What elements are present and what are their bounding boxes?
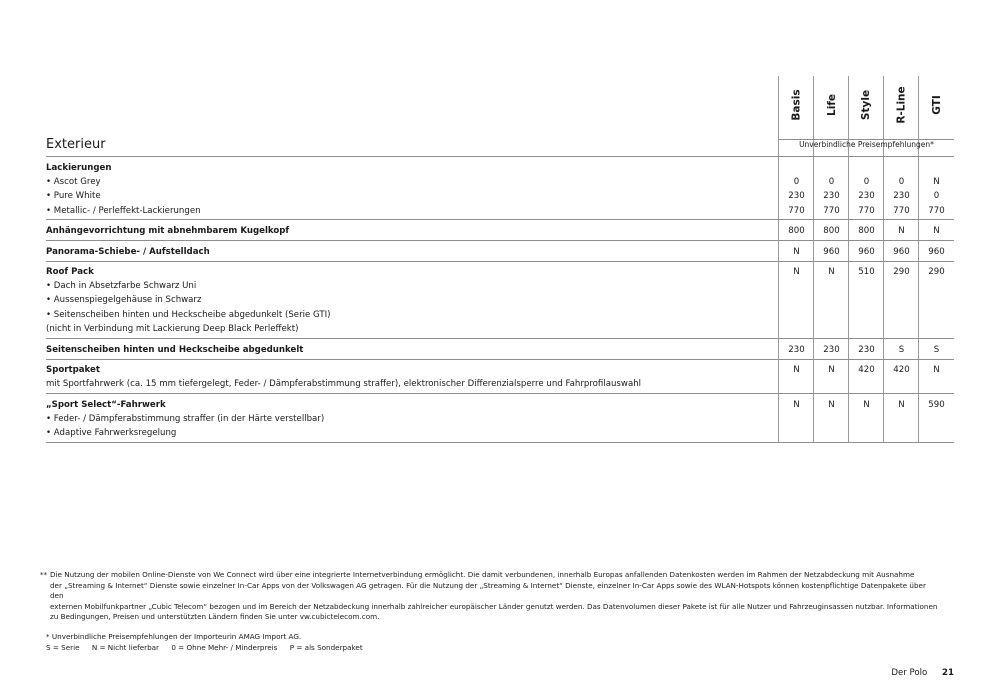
row-title: Panorama-Schiebe- / Aufstelldach: [46, 247, 210, 257]
value-cell: 510: [858, 267, 875, 277]
table-row-anhaengevorrichtung: [46, 224, 954, 238]
column-header-r-line: R-Line: [895, 86, 908, 124]
value-cell: 960: [823, 247, 840, 257]
table-row-sportpaket: [46, 363, 954, 391]
value-cell: 770: [788, 205, 805, 216]
value-cell: N: [793, 365, 800, 375]
row-line: • Dach in Absetzfarbe Schwarz Uni: [46, 281, 197, 292]
value-cell: 800: [858, 226, 875, 236]
value-cell: N: [933, 177, 940, 188]
section-title: Exterieur: [46, 137, 106, 152]
row-title: Anhängevorrichtung mit abnehmbarem Kugelkopf: [46, 226, 290, 236]
page-footer: [891, 668, 954, 678]
footer-title: Der Polo: [891, 668, 928, 678]
column-header-style: Style: [860, 89, 873, 121]
row-line: • Ascot Grey: [46, 177, 101, 188]
row-rule: [46, 393, 954, 394]
legend-item: 0 = Ohne Mehr- / Minderpreis: [171, 642, 278, 652]
value-cell: N: [793, 267, 800, 277]
row-line: • Seitenscheiben hinten und Heckscheibe abgedunkelt (Serie GTI): [46, 309, 331, 320]
value-cell: N: [933, 226, 940, 236]
value-cell: 0: [933, 191, 940, 202]
value-cell: N: [828, 365, 835, 375]
row-line: • Metallic- / Perleffekt-Lackierungen: [46, 205, 201, 216]
value-cell: 770: [858, 205, 875, 216]
legend-note: * Unverbindliche Preisempfehlungen der Importeurin AMAG Import AG.: [46, 632, 302, 641]
value-cell: 590: [928, 400, 945, 410]
value-cell: 770: [928, 205, 945, 216]
value-cell: 0: [793, 177, 800, 188]
value-cell: 960: [893, 247, 910, 257]
column-header-basis: Basis: [790, 89, 803, 121]
legend-abbreviations: [46, 643, 373, 654]
value-cell: 800: [788, 226, 805, 236]
value-cell: N: [863, 400, 870, 410]
row-line: (nicht in Verbindung mit Lackierung Deep Black Perleffekt): [46, 323, 299, 334]
value-cell: 420: [858, 365, 875, 375]
value-cell: 770: [893, 205, 910, 216]
row-line: mit Sportfahrwerk (ca. 15 mm tiefergelegt, Feder- / Dämpferabstimmung straffer), elektronischer Differenzialsperre und Fahrprofilauswahl: [46, 379, 642, 390]
table-row-lackierungen: [46, 161, 954, 217]
value-cell: 230: [823, 345, 840, 355]
value-cell: 0: [863, 177, 870, 188]
row-line: • Aussenspiegelgehäuse in Schwarz: [46, 295, 202, 306]
row-line: • Pure White: [46, 191, 101, 202]
row-title: Roof Pack: [46, 267, 94, 277]
footnote-line: externen Mobilfunkpartner „Cubic Telecom“ bezogen und im Bereich der Netzabdeckung innerhalb zahlreicher europäischer Länder genutzt werden. Das Datenvolumen dieser Pakete ist für alle Nutzer und Fahrzeuginsassen nutzbar. Informationen: [50, 601, 938, 611]
value-cell: 230: [823, 191, 840, 202]
value-cell: 960: [928, 247, 945, 257]
footnote-line: zu Bedingungen, Preisen und unterstützten Ländern finden Sie unter vw.cubictelecom.com.: [50, 612, 380, 622]
legend: [46, 632, 373, 653]
row-title: Seitenscheiben hinten und Heckscheibe abgedunkelt: [46, 345, 304, 355]
value-cell: 230: [893, 191, 910, 202]
value-cell: 0: [828, 177, 835, 188]
value-cell: 230: [858, 345, 875, 355]
table-row-roof-pack: [46, 265, 954, 337]
price-note: Unverbindliche Preisempfehlungen*: [799, 140, 934, 149]
value-cell: N: [828, 400, 835, 410]
value-cell: 230: [858, 191, 875, 202]
row-title: Lackierungen: [46, 163, 112, 173]
value-cell: N: [793, 400, 800, 410]
value-cell: 290: [928, 267, 945, 277]
row-rule: [46, 219, 954, 220]
value-cell: 420: [893, 365, 910, 375]
legend-item: S = Serie: [46, 642, 80, 652]
value-cell: 800: [823, 226, 840, 236]
legend-item: P = als Sonderpaket: [289, 642, 363, 652]
column-header-life: Life: [825, 94, 838, 116]
value-cell: 770: [823, 205, 840, 216]
row-rule: [46, 240, 954, 241]
value-cell: N: [828, 267, 835, 277]
column-header-gti: GTI: [930, 95, 943, 115]
value-cell: N: [793, 247, 800, 257]
footnote-line: Die Nutzung der mobilen Online-Dienste von We Connect wird über eine integrierte Internetverbindung ermöglicht. Die damit verbundenen, innerhalb Europas anfallenden Datenkosten werden im Rahmen der Netzabdeckung mit Ausnahme: [50, 570, 915, 579]
row-title: „Sport Select“-Fahrwerk: [46, 400, 166, 410]
footnote-mark: **: [40, 570, 48, 579]
row-line: • Feder- / Dämpferabstimmung straffer (in der Härte verstellbar): [46, 414, 325, 425]
table-row-sport-select: [46, 398, 954, 440]
legend-item: N = Nicht lieferbar: [91, 642, 160, 652]
footnote-line: der „Streaming & Internet“ Dienste sowie einzelner In-Car Apps von der Volkswagen AG getragen. Für die Nutzung der „Streaming & Internet“ Dienste, einzelner In-Car Apps sowie des WLAN-Hotspots können kostenpflichtige Datenpakete über den: [50, 580, 926, 601]
value-cell: 290: [893, 267, 910, 277]
value-cell: 960: [858, 247, 875, 257]
row-title: Sportpaket: [46, 365, 100, 375]
value-cell: N: [898, 226, 905, 236]
row-rule: [46, 261, 954, 262]
table-row-panorama: [46, 245, 954, 259]
table-top-rule: [46, 156, 954, 157]
row-line: • Adaptive Fahrwerksregelung: [46, 428, 177, 439]
value-cell: S: [933, 345, 940, 355]
page-number: 21: [942, 668, 954, 678]
value-cell: 0: [898, 177, 905, 188]
value-cell: S: [898, 345, 905, 355]
footnote: [40, 570, 940, 623]
value-cell: 230: [788, 191, 805, 202]
table-row-seitenscheiben: [46, 343, 954, 357]
value-cell: N: [898, 400, 905, 410]
value-cell: N: [933, 365, 940, 375]
row-rule: [46, 359, 954, 360]
row-rule: [46, 338, 954, 339]
value-cell: 230: [788, 345, 805, 355]
table-bottom-rule: [46, 442, 954, 443]
